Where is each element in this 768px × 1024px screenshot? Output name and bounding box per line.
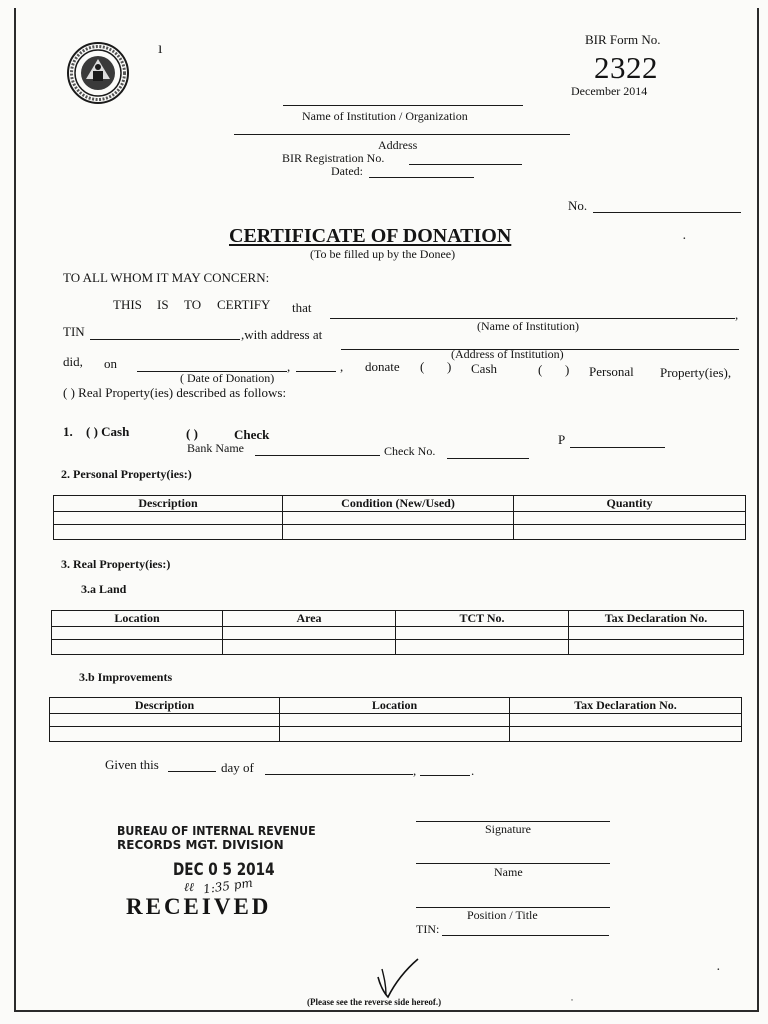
dated-line[interactable] (369, 177, 474, 178)
did-label: did, (63, 354, 83, 369)
improvements-subtitle: 3.b Improvements (79, 670, 173, 684)
signature-tin-label: TIN: (416, 922, 440, 936)
scan-mark: ı (158, 40, 163, 57)
table-cell[interactable] (52, 640, 223, 655)
certify-comma: , (735, 307, 739, 322)
table-header-row (54, 496, 746, 512)
tin-label: TIN (63, 324, 85, 339)
bank-name-label: Bank Name (187, 441, 244, 455)
table-cell[interactable] (54, 512, 283, 525)
form-label: BIR Form No. (585, 32, 661, 47)
table-row (54, 525, 746, 540)
certify-word: THIS (113, 297, 142, 312)
given-comma: , (413, 763, 417, 778)
column-header: Quantity (514, 496, 746, 512)
document-subtitle: (To be filled up by the Donee) (310, 247, 456, 261)
check-number-label: Check No. (384, 444, 436, 458)
table-cell[interactable] (396, 640, 569, 655)
stamp-line-2: RECORDS MGT. DIVISION (117, 838, 284, 852)
table-cell[interactable] (223, 640, 396, 655)
stamp-handwritten-time: 1:35 pm (202, 875, 254, 897)
table-cell[interactable] (514, 512, 746, 525)
position-label: Position / Title (467, 908, 538, 922)
scan-mark: · (682, 232, 687, 247)
peso-sign: P (558, 432, 566, 447)
page-border-right (757, 8, 759, 1012)
on-label: on (104, 356, 117, 371)
donation-year-line[interactable] (296, 371, 336, 372)
date-comma-1: , (287, 359, 291, 374)
table-row (52, 640, 744, 655)
name-label: Name (494, 865, 523, 879)
day-of-label: day of (221, 760, 254, 775)
given-period: . (471, 763, 475, 778)
column-header: TCT No. (396, 611, 569, 627)
bank-name-line[interactable] (255, 455, 380, 456)
cash-checkbox-open[interactable]: ( (420, 359, 425, 374)
footer-note: (Please see the reverse side hereof.) (307, 997, 442, 1007)
page-border-bottom (14, 1010, 759, 1012)
stamp-line-1: BUREAU OF INTERNAL REVENUE (117, 824, 316, 838)
handwritten-check-icon (372, 955, 424, 1001)
certify-word: that (292, 300, 312, 315)
certify-word: IS (157, 297, 169, 312)
table-header-row (52, 611, 744, 627)
column-header: Tax Declaration No. (569, 611, 744, 627)
property-ies-label: Property(ies), (660, 365, 732, 380)
table-cell[interactable] (52, 627, 223, 640)
table-row (52, 627, 744, 640)
column-header: Description (54, 496, 283, 512)
table-cell[interactable] (510, 727, 742, 742)
signature-tin-line[interactable] (442, 935, 609, 936)
check-option-label: Check (234, 427, 270, 442)
number-line[interactable] (593, 212, 741, 213)
column-header: Location (52, 611, 223, 627)
personal-option-label: Personal (589, 364, 634, 379)
address-of-institution-caption: (Address of Institution) (451, 347, 564, 361)
scan-mark: · (716, 963, 721, 978)
table-row (50, 727, 742, 742)
date-comma-2: , (340, 359, 344, 374)
table-cell[interactable] (54, 525, 283, 540)
page-border-left (14, 8, 16, 1012)
form-date: December 2014 (571, 84, 648, 98)
stamp-date: DEC 0 5 2014 (173, 860, 275, 880)
donate-label: donate (365, 359, 400, 374)
table-cell[interactable] (50, 727, 280, 742)
check-number-line[interactable] (447, 458, 529, 459)
table-row (54, 512, 746, 525)
personal-property-table (53, 495, 746, 540)
cash-option[interactable]: ( ) Cash (86, 424, 130, 439)
name-line[interactable] (416, 863, 610, 864)
table-header-row (50, 698, 742, 714)
given-month-line[interactable] (265, 774, 413, 775)
tin-line[interactable] (90, 339, 240, 340)
section-2-title: 2. Personal Property(ies:) (61, 467, 192, 481)
column-header: Area (223, 611, 396, 627)
form-number: 2322 (594, 50, 658, 85)
given-this-label: Given this (105, 757, 159, 772)
table-cell[interactable] (569, 627, 744, 640)
given-day-line[interactable] (168, 771, 216, 772)
table-cell[interactable] (514, 525, 746, 540)
salutation: TO ALL WHOM IT MAY CONCERN: (63, 270, 270, 285)
amount-line[interactable] (570, 447, 665, 448)
date-of-donation-caption: ( Date of Donation) (180, 371, 275, 385)
signature-label: Signature (485, 822, 531, 836)
table-cell[interactable] (283, 512, 514, 525)
table-row (50, 714, 742, 727)
land-table (51, 610, 744, 655)
table-cell[interactable] (283, 525, 514, 540)
scan-mark: ˙ (570, 996, 574, 1010)
section-3-title: 3. Real Property(ies:) (61, 557, 171, 571)
number-label: No. (568, 198, 588, 213)
table-cell[interactable] (396, 627, 569, 640)
column-header: Location (280, 698, 510, 714)
address-line[interactable] (234, 134, 570, 135)
table-cell[interactable] (50, 714, 280, 727)
table-cell[interactable] (223, 627, 396, 640)
address-label: Address (378, 138, 418, 152)
name-of-institution-caption: (Name of Institution) (477, 319, 579, 333)
table-cell[interactable] (510, 714, 742, 727)
institution-label: Name of Institution / Organization (302, 109, 468, 123)
personal-checkbox-open[interactable]: ( (538, 362, 543, 377)
table-cell[interactable] (280, 714, 510, 727)
column-header: Tax Declaration No. (510, 698, 742, 714)
cash-option-label: Cash (471, 361, 497, 376)
section-1-number: 1. (63, 424, 73, 439)
personal-checkbox-close[interactable]: ) (565, 362, 570, 377)
registration-line[interactable] (409, 164, 522, 165)
column-header: Description (50, 698, 280, 714)
registration-label: BIR Registration No. (282, 151, 385, 165)
land-subtitle: 3.a Land (81, 582, 127, 596)
with-address-label: ,with address at (241, 327, 323, 342)
column-header: Condition (New/Used) (283, 496, 514, 512)
dated-label: Dated: (331, 164, 363, 178)
bir-seal-icon (66, 41, 130, 105)
table-cell[interactable] (280, 727, 510, 742)
institution-name-line[interactable] (283, 105, 523, 106)
given-year-line[interactable] (420, 775, 470, 776)
document-title: CERTIFICATE OF DONATION (229, 225, 512, 247)
check-checkbox[interactable]: ( ) (186, 426, 198, 441)
real-property-option[interactable]: ( ) Real Property(ies) described as follows: (63, 385, 287, 400)
certify-word: TO (184, 297, 202, 312)
stamp-initials: ℓℓ (184, 880, 194, 894)
table-cell[interactable] (569, 640, 744, 655)
improvements-table (49, 697, 742, 742)
certify-word: CERTIFY (217, 297, 271, 312)
cash-checkbox-close[interactable]: ) (447, 359, 452, 374)
stamp-received: RECEIVED (126, 894, 272, 919)
